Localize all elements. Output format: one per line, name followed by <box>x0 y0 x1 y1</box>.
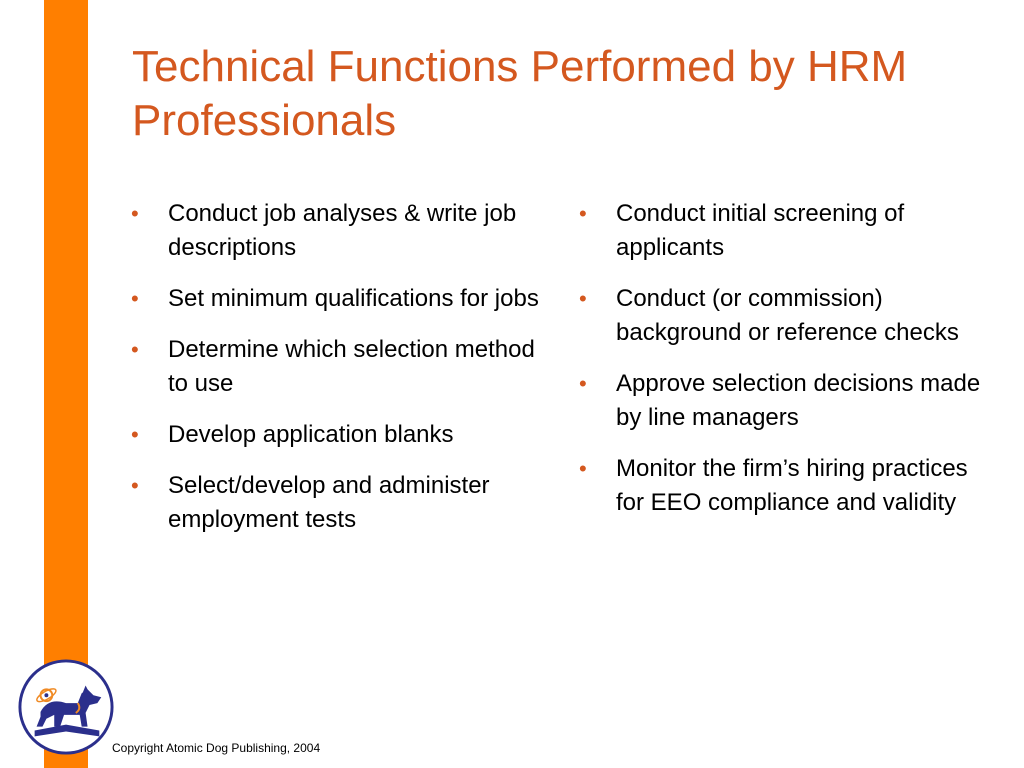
list-item <box>131 197 551 265</box>
list-item <box>131 418 551 452</box>
bullet-icon: • <box>579 286 587 311</box>
bullet-text: Conduct job analyses & write job descriptions <box>168 200 517 261</box>
bullet-text: Conduct initial screening of applicants <box>616 200 905 261</box>
slide-title: Technical Functions Performed by HRM Professionals <box>132 42 908 145</box>
bullet-icon: • <box>131 337 139 362</box>
left-bullet-list <box>131 197 551 554</box>
bullet-text: Determine which selection method to use <box>168 336 535 397</box>
list-item <box>131 282 551 316</box>
bullet-text: Select/develop and administer employment tests <box>168 472 490 533</box>
bullet-icon: • <box>131 473 139 498</box>
atomic-dog-logo-icon <box>17 658 115 756</box>
list-item <box>579 367 999 435</box>
orange-side-bar <box>44 0 88 768</box>
bullet-icon: • <box>579 456 587 481</box>
bullet-icon: • <box>131 286 139 311</box>
bullet-icon: • <box>579 371 587 396</box>
list-item <box>131 333 551 401</box>
list-item <box>579 282 999 350</box>
bullet-icon: • <box>131 422 139 447</box>
bullet-text: Set minimum qualifications for jobs <box>168 285 539 312</box>
list-item <box>579 197 999 265</box>
bullet-icon: • <box>131 201 139 226</box>
list-item <box>131 469 551 537</box>
bullet-icon: • <box>579 201 587 226</box>
bullet-text: Monitor the firm’s hiring practices for EEO compliance and validity <box>616 455 968 516</box>
copyright-text: Copyright Atomic Dog Publishing, 2004 <box>112 741 321 755</box>
bullet-text: Conduct (or commission) background or reference checks <box>616 285 959 346</box>
list-item <box>579 452 999 520</box>
right-bullet-list <box>579 197 999 537</box>
bullet-text: Approve selection decisions made by line managers <box>616 370 981 431</box>
bullet-text: Develop application blanks <box>168 421 454 448</box>
